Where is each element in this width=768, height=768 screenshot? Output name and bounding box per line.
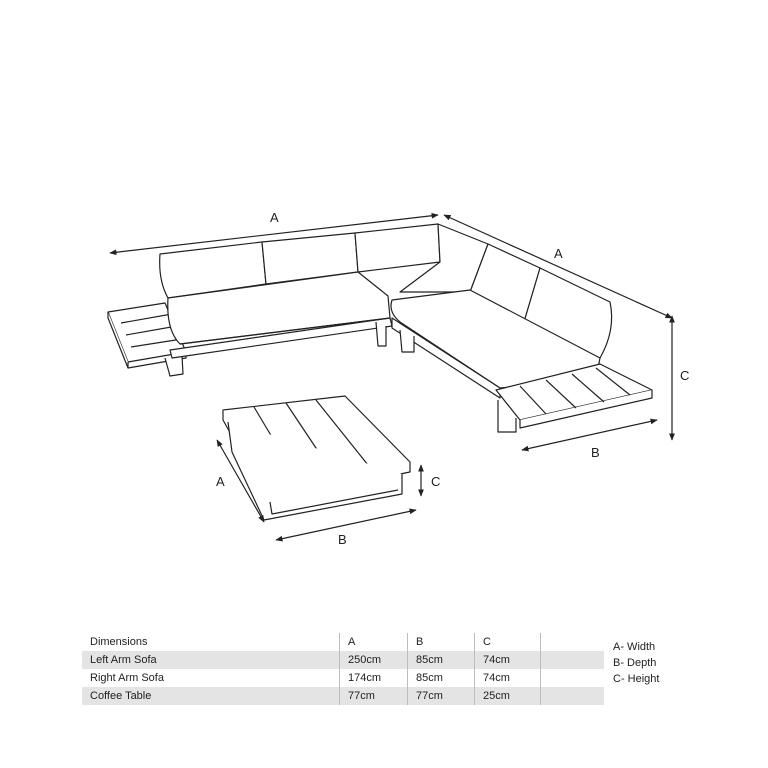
left-back-cushion-3 (355, 224, 440, 272)
legend-depth: B- Depth (613, 657, 657, 669)
table-row (82, 687, 604, 705)
sofa-depth-label: B (591, 445, 600, 460)
table-row (82, 651, 604, 669)
row-empty (541, 687, 605, 705)
sofa-depth-line (522, 420, 657, 450)
corner-sofa (108, 224, 652, 432)
header-b: B (408, 633, 475, 651)
row-b: 85cm (408, 669, 475, 687)
row-name: Left Arm Sofa (82, 651, 340, 669)
header-a: A (340, 633, 408, 651)
row-c: 25cm (475, 687, 541, 705)
table-height-label: C (431, 474, 441, 489)
sofa-height-label: C (680, 368, 690, 383)
row-a: 250cm (340, 651, 408, 669)
row-empty (541, 651, 605, 669)
dimensions-table (82, 633, 604, 705)
table-header-row (82, 633, 604, 651)
table-row (82, 669, 604, 687)
legend-width: A- Width (613, 641, 656, 653)
row-name: Right Arm Sofa (82, 669, 340, 687)
row-a: 174cm (340, 669, 408, 687)
table-depth-label: B (338, 532, 347, 547)
row-name: Coffee Table (82, 687, 340, 705)
row-c: 74cm (475, 651, 541, 669)
header-c: C (475, 633, 541, 651)
row-c: 74cm (475, 669, 541, 687)
header-dimensions: Dimensions (82, 633, 340, 651)
sofa-width-right-label: A (554, 246, 563, 261)
row-a: 77cm (340, 687, 408, 705)
table-width-label: A (216, 474, 225, 489)
coffee-table (223, 396, 410, 520)
row-b: 85cm (408, 651, 475, 669)
header-empty (541, 633, 605, 651)
dimension-legend (613, 639, 659, 687)
legend-height: C- Height (613, 673, 660, 685)
row-b: 77cm (408, 687, 475, 705)
sofa-width-left-label: A (270, 210, 279, 225)
row-empty (541, 669, 605, 687)
